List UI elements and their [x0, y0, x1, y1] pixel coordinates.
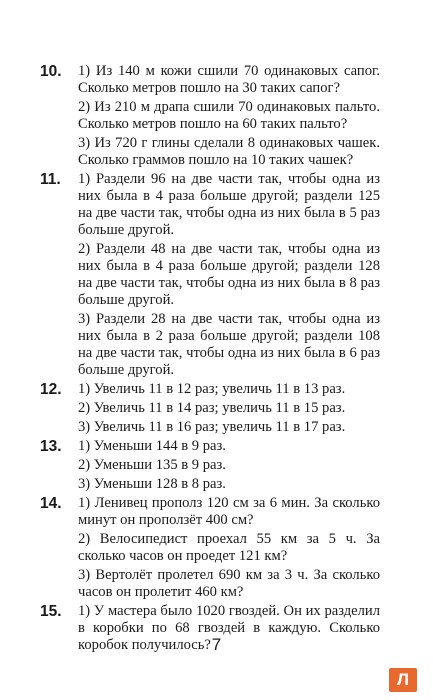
problem-number: 14. — [40, 495, 62, 512]
problem-item: 2) Велосипедист проехал 55 км за 5 ч. За сколько часов он проедет 121 км? — [78, 531, 380, 564]
problem-item: 2) Увеличь 11 в 14 раз; увеличь 11 в 15 раз. — [78, 400, 346, 416]
problem-item: 1) У мастера было 1020 гвоздей. Он их разделил в коробки по 68 гвоздей в каждую. Сколько коробок получилось? — [78, 603, 380, 653]
problem-item: 1) Раздели 96 на две части так, чтобы одна из них была в 4 раза больше другой; раздели 125 на две части так, чтобы одна из них была в 5 раз больше другой. — [78, 171, 380, 238]
problem-item: 2) Из 210 м драпа сшили 70 одинаковых пальто. Сколько метров пошло на 60 таких пальто? — [78, 99, 380, 132]
problem-12 — [40, 381, 380, 436]
problem-item: 1) Увеличь 11 в 12 раз; увеличь 11 в 13 раз. — [78, 381, 346, 397]
problem-list — [40, 63, 380, 656]
problem-item: 1) Ленивец прополз 120 см за 6 мин. За сколько минут он проползёт 400 см? — [78, 495, 380, 528]
publisher-logo-icon: Л — [389, 668, 417, 692]
problem-item: 3) Раздели 28 на две части так, чтобы одна из них была в 2 раза больше другой; раздели 108 на две части так, чтобы одна из них была в 6 раз больше другой. — [78, 311, 380, 378]
problem-11 — [40, 171, 380, 379]
problem-item: 1) Уменьши 144 в 9 раз. — [78, 438, 226, 454]
problem-number: 12. — [40, 381, 62, 398]
problem-item: 3) Из 720 г глины сделали 8 одинаковых чашек. Сколько граммов пошло на 10 таких чашек? — [78, 135, 380, 168]
problem-item: 3) Вертолёт пролетел 690 км за 3 ч. За сколько часов он пролетит 460 км? — [78, 567, 380, 600]
problem-number: 10. — [40, 63, 62, 80]
problem-item: 2) Уменьши 135 в 9 раз. — [78, 457, 226, 473]
problem-10 — [40, 63, 380, 169]
problem-item: 1) Из 140 м кожи сшили 70 одинаковых сапог. Сколько метров пошло на 30 таких сапог? — [78, 63, 380, 96]
problem-number: 11. — [40, 171, 61, 188]
problem-item: 2) Раздели 48 на две части так, чтобы одна из них была в 4 раза больше другой; раздели 128 на две части так, чтобы одна из них была в 8 раз больше другой. — [78, 241, 380, 308]
problem-number: 13. — [40, 438, 62, 455]
problem-item: 3) Увеличь 11 в 16 раз; увеличь 11 в 17 раз. — [78, 419, 346, 435]
problem-number: 15. — [40, 603, 62, 620]
problem-14 — [40, 495, 380, 601]
problem-item: 3) Уменьши 128 в 8 раз. — [78, 476, 226, 492]
page-number: 7 — [211, 635, 222, 654]
problem-13 — [40, 438, 380, 493]
